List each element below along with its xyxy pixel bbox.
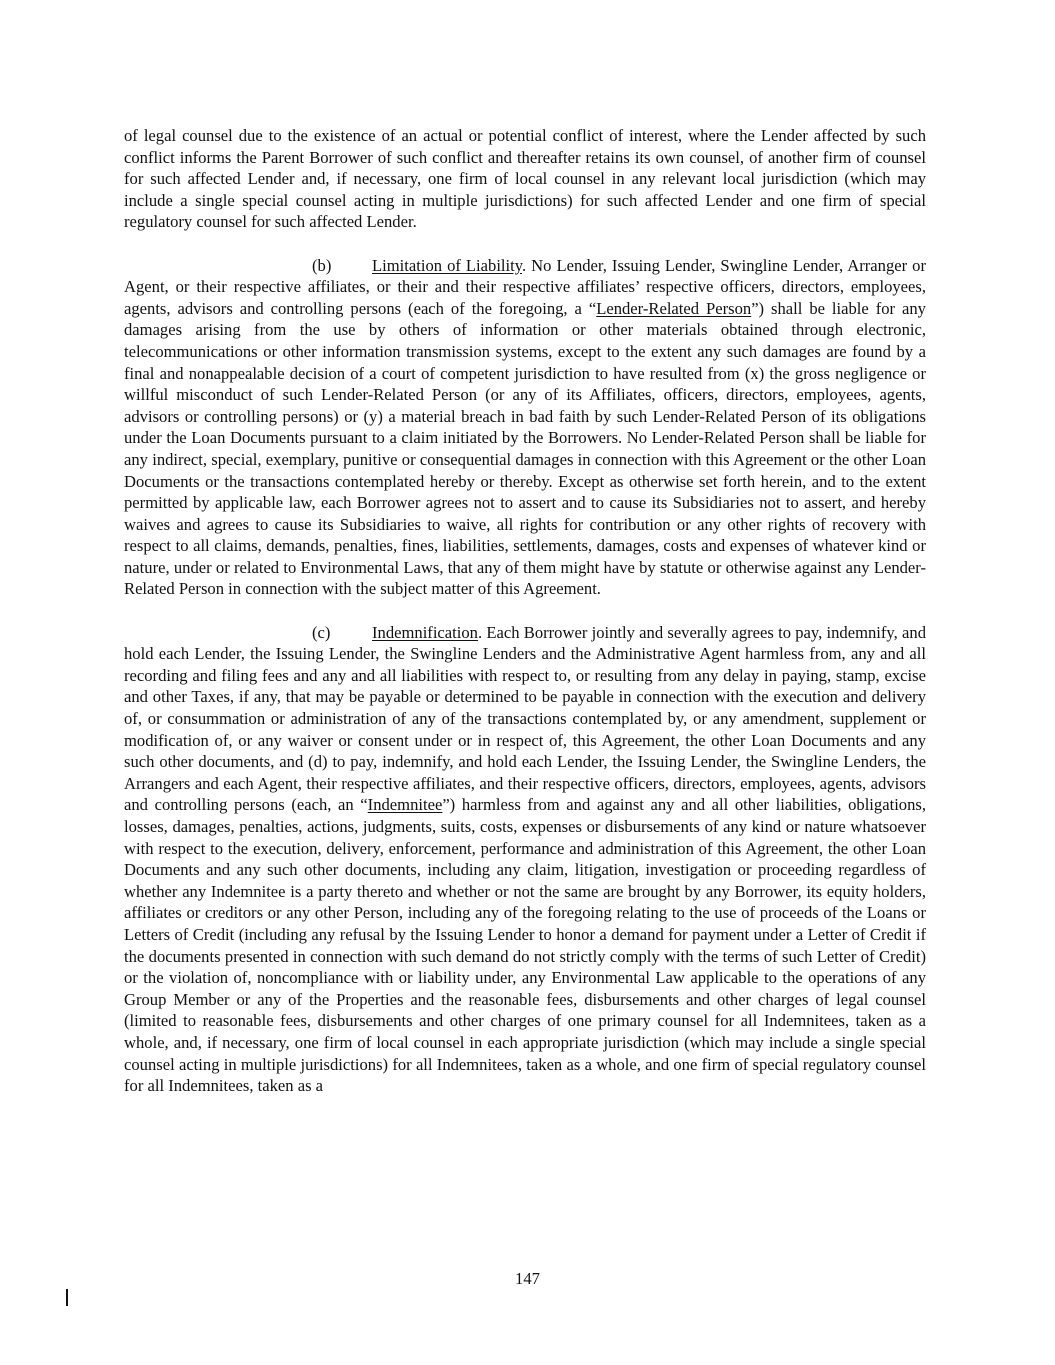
page-number: 147 [515, 1269, 540, 1288]
section-c-text-part2: ”) harmless from and against any and all other liabilities, obligations, losses, damages, penalties, actions, judgments, suits, costs, expenses or disbursements of any kind or nature whatsoever with respect to the execution, delivery, enforcement, performance and administration of this Agreement, the other Loan Documents and any such other documents, including any claim, litigation, investigation or proceeding regardless of whether any Indemnitee is a party thereto and whether or not the same are brought by any Borrower, its equity holders, affiliates or creditors or any other Person, including any of the foregoing relating to the use of proceeds of the Loans or Letters of Credit (including any refusal by the Issuing Lender to honor a demand for payment under a Letter of Credit if the documents presented in connection with such demand do not strictly comply with the terms of such Letter of Credit) or the violation of, noncompliance with or liability under, any Environmental Law applicable to the operations of any Group Member or any of the Properties and the reasonable fees, disbursements and other charges of legal counsel (limited to reasonable fees, disbursements and other charges of one primary counsel for all Indemnitees, taken as a whole, and, if necessary, one firm of local counsel in each appropriate jurisdiction (which may include a single special counsel acting in multiple jurisdictions) for all Indemnitees, taken as a whole, and one firm of special regulatory counsel for all Indemnitees, taken as a [124, 795, 926, 1096]
section-c-heading: Indemnification [372, 622, 478, 642]
continuation-paragraph: of legal counsel due to the existence of an actual or potential conflict of interest, where the Lender affected by such conflict informs the Parent Borrower of such conflict and thereafter retains its own counsel, of another firm of counsel for such affected Lender and, if necessary, one firm of local counsel in any relevant local jurisdiction (which may include a single special counsel acting in multiple jurisdictions) for such affected Lender and one firm of special regulatory counsel for such affected Lender. [124, 126, 926, 232]
section-b-marker: (b) [312, 255, 332, 275]
lender-related-person-term: Lender-Related Person [596, 298, 752, 318]
section-b-text-part2: ”) shall be liable for any damages arising from the use by others of information or other materials obtained through electronic, telecommunications or other information transmission systems, except to the extent any such damages are found by a final and nonappealable decision of a court of competent jurisdiction to have resulted from (x) the gross negligence or willful misconduct of such Lender-Related Person (or any of its Affiliates, officers, directors, employees, agents, advisors or controlling persons) or (y) a material breach in bad faith by such Lender-Related Person of its obligations under the Loan Documents pursuant to a claim initiated by the Borrowers. No Lender-Related Person shall be liable for any indirect, special, exemplary, punitive or consequential damages in connection with this Agreement or the other Loan Documents or the transactions contemplated hereby or thereby. Except as otherwise set forth herein, and to the extent permitted by applicable law, each Borrower agrees not to assert and to cause its Subsidiaries not to assert, and hereby waives and agrees to cause its Subsidiaries to waive, all rights for contribution or any other rights of recovery with respect to all claims, demands, penalties, fines, liabilities, settlements, damages, costs and expenses of whatever kind or nature, under or related to Environmental Laws, that any of them might have by statute or otherwise against any Lender-Related Person in connection with the subject matter of this Agreement. [124, 298, 926, 599]
section-b-text-part1: . No Lender, Issuing Lender, Swingline Lender, Arranger or Agent, or their respective affiliates, or their and their respective affiliates’ respective officers, directors, employees, agents, advisors and controlling persons (each of the foregoing, a “ [124, 255, 926, 318]
section-b-paragraph [124, 255, 926, 601]
section-c-text-part1: . Each Borrower jointly and severally agrees to pay, indemnify, and hold each Lender, the Issuing Lender, the Swingline Lenders and the Administrative Agent harmless from, any and all recording and filing fees and any and all liabilities with respect to, or resulting from any delay in paying, stamp, excise and other Taxes, if any, that may be payable or determined to be payable in connection with the execution and delivery of, or consummation or administration of any of the transactions contemplated by, or any amendment, supplement or modification of, or any waiver or consent under or in respect of, this Agreement, the other Loan Documents and any such other documents, and (d) to pay, indemnify, and hold each Lender, the Issuing Lender, the Swingline Lenders, the Arrangers and each Agent, their respective affiliates, and their respective officers, directors, employees, agents, advisors and controlling persons (each, an “ [124, 622, 926, 815]
revision-change-bar [66, 1289, 68, 1306]
section-b-heading: Limitation of Liability [372, 255, 522, 275]
section-c-marker: (c) [312, 622, 331, 642]
indemnitee-term: Indemnitee [367, 795, 443, 815]
document-page [124, 125, 926, 1118]
section-c-paragraph [124, 622, 926, 1097]
